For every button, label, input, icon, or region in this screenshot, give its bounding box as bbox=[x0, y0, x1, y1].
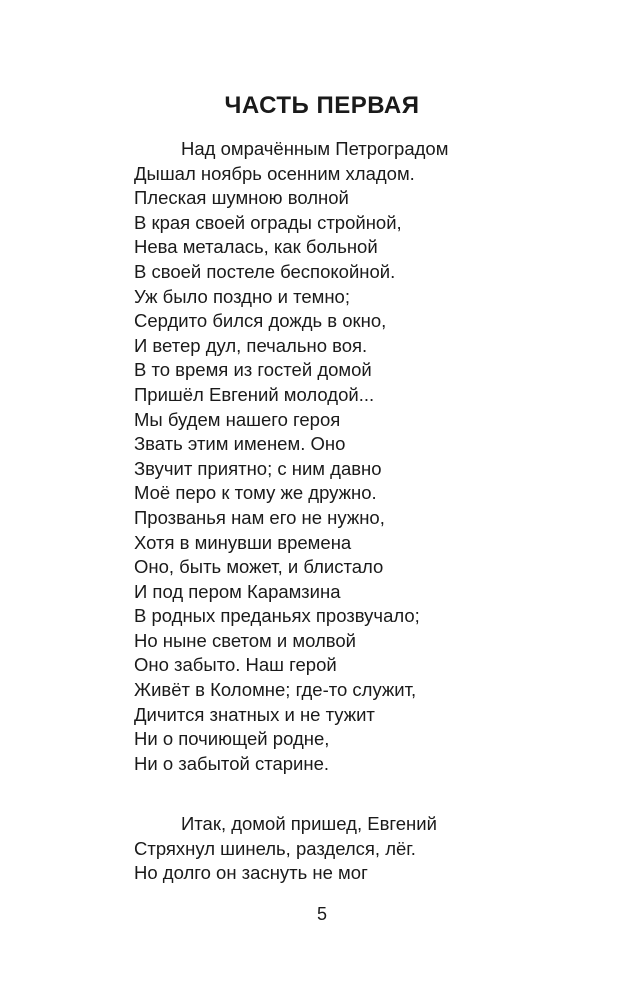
poem-line: Оно, быть может, и блистало bbox=[134, 556, 384, 578]
poem-line: Но долго он заснуть не мог bbox=[134, 862, 368, 884]
stanza-1 bbox=[134, 137, 614, 776]
poem-line: Пришёл Евгений молодой... bbox=[134, 383, 375, 405]
poem-line: Дичится знатных и не тужит bbox=[134, 703, 375, 725]
poem-line: Живёт в Коломне; где-то служит, bbox=[134, 679, 417, 701]
chapter-title: ЧАСТЬ ПЕРВАЯ bbox=[224, 92, 420, 119]
poem-line: Уж было поздно и темно; bbox=[134, 285, 350, 307]
poem-line: В то время из гостей домой bbox=[134, 359, 372, 381]
page-number: 5 bbox=[316, 904, 327, 924]
poem-line: Ни о почиющей родне, bbox=[134, 728, 330, 750]
poem-line: Нева металась, как больной bbox=[134, 236, 378, 258]
poem-line: И ветер дул, печально воя. bbox=[134, 334, 368, 356]
poem-line: Над омрачённым Петроградом bbox=[181, 138, 449, 159]
poem-line: Моё перо к тому же дружно. bbox=[134, 482, 377, 504]
poem-line: Мы будем нашего героя bbox=[134, 408, 341, 430]
poem-line: Дышал ноябрь осенним хладом. bbox=[134, 162, 415, 184]
poem-line: Плеская шумною волной bbox=[134, 187, 349, 209]
poem-line: Итак, домой пришед, Евгений bbox=[181, 813, 437, 834]
poem-line: В своей постеле беспокойной. bbox=[134, 260, 396, 282]
poem-line: В родных преданьях прозвучало; bbox=[134, 605, 420, 627]
poem-line: Хотя в минувши времена bbox=[134, 531, 352, 553]
poem-line: Звать этим именем. Оно bbox=[134, 433, 346, 455]
poem-line: Прозванья нам его не нужно, bbox=[134, 506, 385, 528]
poem-line: Звучит приятно; с ним давно bbox=[134, 457, 382, 479]
poem-line: Сердито бился дождь в окно, bbox=[134, 310, 387, 332]
stanza-2 bbox=[134, 812, 614, 886]
poem-line: Стряхнул шинель, разделся, лёг. bbox=[134, 837, 416, 859]
poem-line: Ни о забытой старине. bbox=[134, 752, 330, 774]
poem-line: Но ныне светом и молвой bbox=[134, 629, 357, 651]
poem-line: Оно забыто. Наш герой bbox=[134, 654, 337, 676]
poem-line: В края своей ограды стройной, bbox=[134, 211, 402, 233]
poem-line: И под пером Карамзина bbox=[134, 580, 341, 602]
